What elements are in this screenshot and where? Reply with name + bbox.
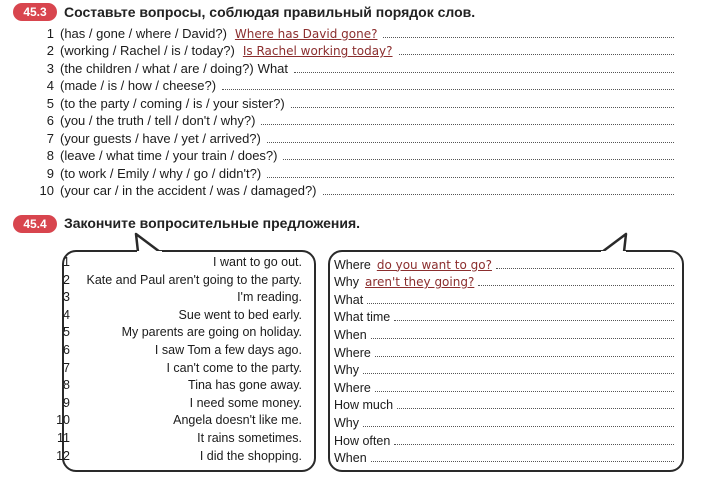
item-sentence: I need some money. (189, 395, 302, 410)
exercise-badge: 45.3 (13, 3, 57, 21)
item-sentence: I did the shopping. (199, 448, 302, 463)
item-number: 8 (46, 148, 54, 163)
exercise-item (34, 163, 674, 181)
item-sentence: Angela doesn't like me. (173, 413, 302, 428)
question-word: Why (334, 415, 359, 430)
exercise-2-sentences (62, 254, 302, 465)
item-number: 2 (46, 43, 54, 58)
exercise-badge: 45.4 (13, 215, 57, 233)
answer-line[interactable] (394, 444, 674, 445)
item-prompt: (your guests / have / yet / arrived?) (60, 130, 261, 146)
answer-line[interactable] (397, 408, 674, 409)
question-word: Where (334, 345, 371, 360)
question-row (334, 360, 674, 378)
exercise-instruction: Составьте вопросы, соблюдая правильный порядок слов. (64, 4, 476, 20)
item-sentence: Sue went to bed early. (178, 307, 302, 322)
question-row (334, 412, 674, 430)
answer-line[interactable] (375, 391, 674, 392)
answer-line[interactable] (363, 426, 674, 427)
question-row (334, 307, 674, 325)
question-word: Where (334, 380, 371, 395)
item-number: 2 (63, 272, 70, 287)
item-prompt: (working / Rachel / is / today?) (60, 43, 235, 58)
answer-line[interactable] (261, 124, 674, 125)
answer-line[interactable] (283, 159, 674, 160)
answer-line[interactable] (394, 320, 674, 321)
answer-line[interactable] (363, 373, 674, 374)
item-number: 6 (63, 342, 70, 357)
exercise-item (34, 76, 674, 94)
item-number: 11 (57, 430, 70, 445)
item-sentence: Kate and Paul aren't going to the party. (86, 272, 302, 287)
answer-line[interactable] (267, 142, 674, 143)
answer-line[interactable] (222, 89, 674, 90)
question-row (334, 448, 674, 466)
item-number: 3 (46, 60, 54, 76)
item-sentence: I can't come to the party. (166, 360, 302, 375)
item-number: 10 (39, 183, 54, 198)
question-word: Why (334, 363, 359, 378)
answer-line[interactable] (371, 338, 674, 339)
item-prompt: (you / the truth / tell / don't / why?) (60, 113, 256, 128)
item-sentence: Tina has gone away. (188, 378, 302, 393)
exercise-item (34, 23, 674, 41)
item-sentence: I saw Tom a few days ago. (154, 342, 302, 357)
question-row (334, 430, 674, 448)
item-number: 7 (63, 360, 70, 375)
handwritten-answer: aren't they going? (365, 275, 475, 290)
handwritten-answer: Is Rachel working today? (242, 44, 393, 58)
item-number: 12 (56, 448, 70, 463)
item-number: 5 (63, 325, 70, 340)
exercise-1-list (34, 23, 674, 198)
item-number: 7 (46, 130, 54, 146)
exercise-item (34, 58, 674, 76)
item-prompt: (made / is / how / cheese?) (60, 78, 217, 93)
answer-line[interactable] (375, 356, 674, 357)
exercise-item (34, 111, 674, 129)
question-word: What (334, 292, 364, 307)
item-number: 6 (46, 113, 54, 128)
exercise-item (34, 146, 674, 164)
question-word: When (334, 327, 367, 342)
question-row (334, 254, 674, 272)
answer-line[interactable] (383, 37, 674, 38)
question-row (334, 289, 674, 307)
exercise-2-questions (334, 254, 674, 465)
item-number: 1 (63, 255, 70, 269)
answer-line[interactable] (399, 54, 674, 55)
item-prompt: (leave / what time / your train / does?) (60, 148, 278, 163)
item-prompt: (the children / what / are / doing?) (60, 60, 254, 76)
exercise-item (34, 181, 674, 199)
speech-bubble-tail (132, 232, 166, 254)
answer-line[interactable] (367, 303, 674, 304)
question-row (334, 272, 674, 290)
answer-line[interactable] (478, 285, 674, 286)
item-number: 9 (63, 395, 70, 410)
answer-line[interactable] (323, 194, 674, 195)
item-sentence: I'm reading. (237, 290, 302, 305)
answer-line[interactable] (291, 107, 674, 108)
item-prompt: (to the party / coming / is / your sister?) (60, 95, 285, 111)
answer-line[interactable] (294, 72, 674, 73)
item-number: 10 (56, 413, 70, 428)
question-word: When (334, 451, 367, 466)
question-word: How much (334, 398, 394, 413)
answer-line[interactable] (496, 268, 674, 269)
question-word: What time (334, 310, 391, 325)
item-number: 4 (63, 307, 70, 322)
answer-line[interactable] (267, 177, 674, 178)
question-word: Where (334, 257, 371, 272)
question-word: How often (334, 433, 391, 448)
question-row (334, 342, 674, 360)
item-prompt: (has / gone / where / David?) (60, 25, 227, 41)
item-sentence: I want to go out. (213, 255, 302, 269)
item-sentence: My parents are going on holiday. (121, 325, 302, 340)
handwritten-answer: Where has David gone? (234, 26, 378, 41)
question-word: Why (334, 275, 359, 290)
item-lead-word: What (257, 60, 289, 76)
handwritten-answer: do you want to go? (376, 257, 492, 272)
item-number: 3 (63, 290, 70, 305)
item-number: 4 (46, 78, 54, 93)
exercise-item (34, 93, 674, 111)
item-sentence: It rains sometimes. (197, 430, 302, 445)
question-row (334, 395, 674, 413)
exercise-item (34, 128, 674, 146)
item-number: 5 (46, 95, 54, 111)
item-number: 9 (46, 165, 54, 181)
item-number: 8 (63, 378, 70, 393)
answer-line[interactable] (371, 461, 674, 462)
speech-bubble-tail (598, 232, 632, 254)
question-row (334, 377, 674, 395)
question-row (334, 324, 674, 342)
item-prompt: (to work / Emily / why / go / didn't?) (60, 165, 262, 181)
item-number: 1 (46, 25, 54, 41)
exercise-instruction: Закончите вопросительные предложения. (64, 215, 361, 231)
exercise-item (34, 41, 674, 59)
item-prompt: (your car / in the accident / was / damaged?) (60, 183, 317, 198)
